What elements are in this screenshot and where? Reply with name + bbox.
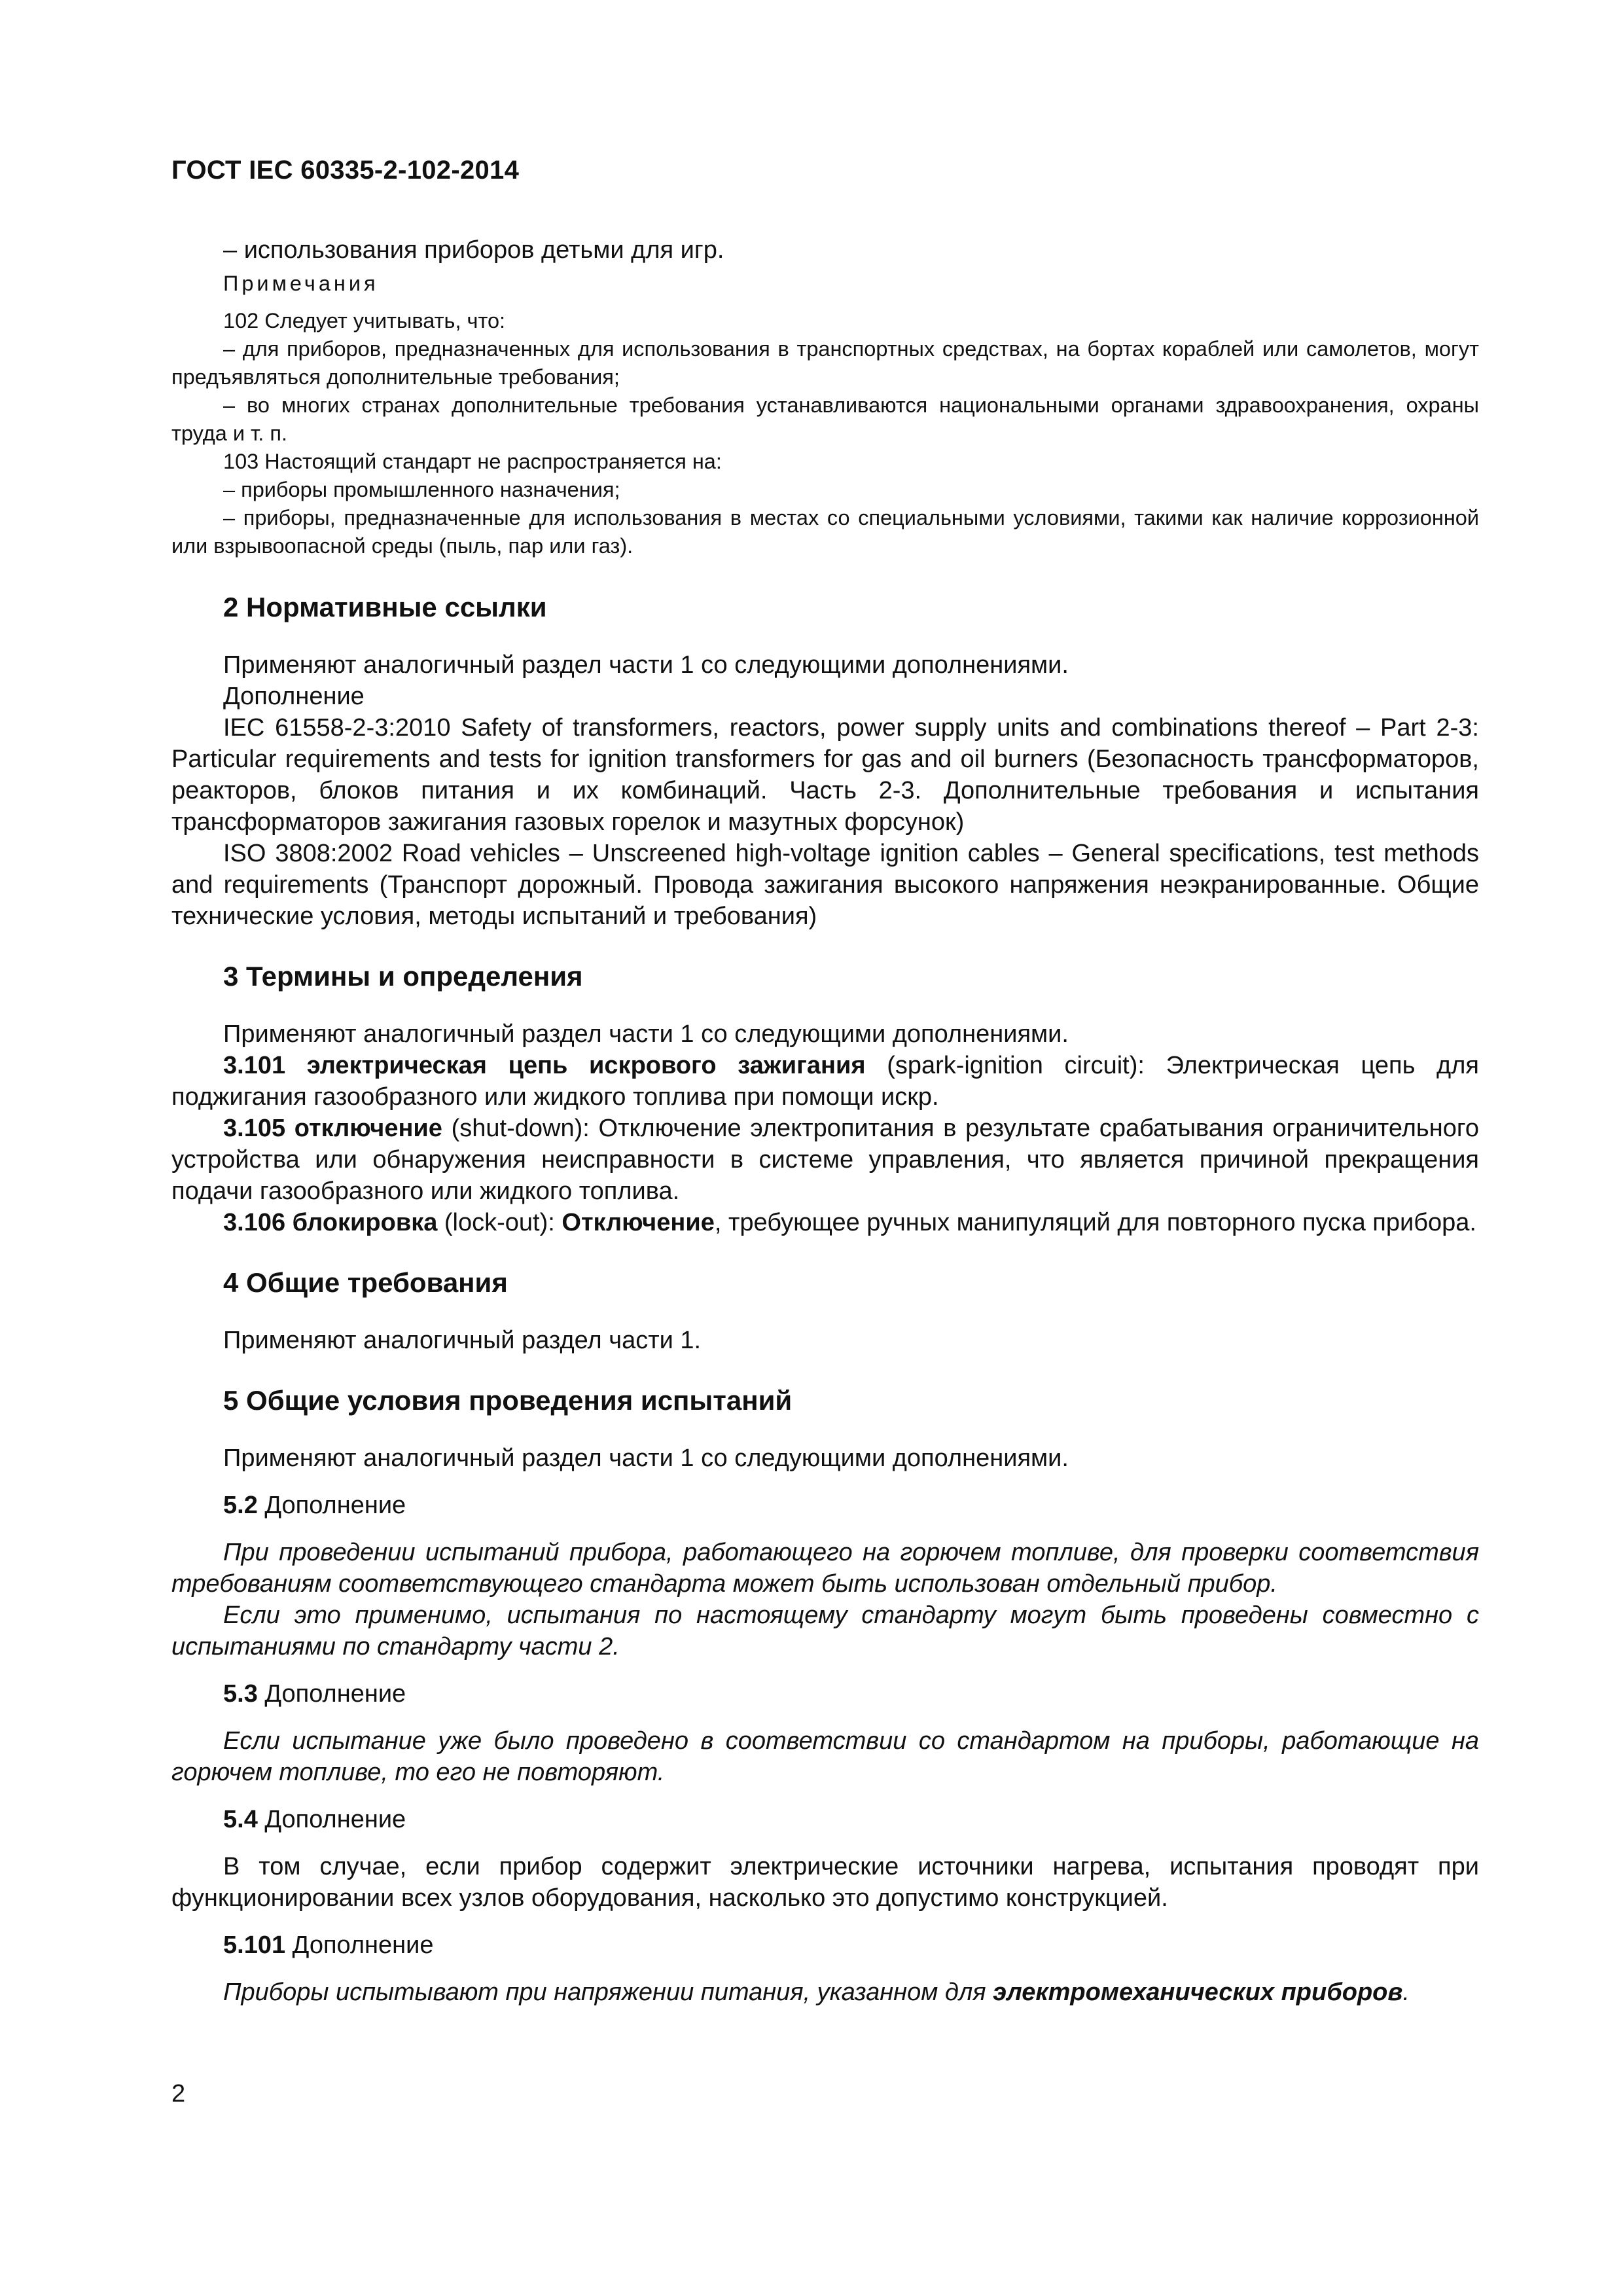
section-5-intro: Применяют аналогичный раздел части 1 со следующими дополнениями. <box>223 1444 1069 1472</box>
clause-5-4-text: В том случае, если прибор содержит электрические источники нагрева, испытания проводят при функционировании всех узлов оборудования, насколько это допустимо конструкцией. <box>171 1853 1479 1912</box>
clause-5-101-label: Дополнение <box>285 1931 434 1959</box>
page-content <box>171 223 1479 2008</box>
section-3-intro: Применяют аналогичный раздел части 1 со следующими дополнениями. <box>223 1020 1069 1048</box>
term-3-106-reference: Отключение <box>562 1209 715 1236</box>
clause-5-2-heading <box>171 1490 1479 1521</box>
clause-5-2-number: 5.2 <box>223 1492 258 1519</box>
clause-5-101-heading <box>171 1929 1479 1961</box>
term-3-101-definition: (spark-ignition circuit): Электрическая цепь для поджигания газообразного или жидкого топлива при помощи искр. <box>171 1052 1479 1111</box>
clause-5-3-label: Дополнение <box>257 1680 406 1708</box>
note-102-head: 102 Следует учитывать, что: <box>223 309 506 332</box>
clause-5-101-text-end: . <box>1402 1979 1410 2006</box>
intro-item: – использования приборов детьми для игр. <box>223 236 724 264</box>
clause-5-3-heading <box>171 1678 1479 1710</box>
note-103-head: 103 Настоящий стандарт не распространяется на: <box>223 450 722 473</box>
clause-5-3-text: Если испытание уже было проведено в соответствии со стандартом на приборы, работающие на горючем топливе, то его не повторяют. <box>171 1727 1479 1786</box>
notes-title: Примечания <box>223 272 379 295</box>
term-3-106 <box>171 1207 1479 1238</box>
term-3-101-name: 3.101 электрическая цепь искрового зажигания <box>223 1052 866 1079</box>
term-3-105 <box>171 1113 1479 1207</box>
section-4-text: Применяют аналогичный раздел части 1. <box>223 1327 702 1354</box>
term-3-105-name: 3.105 отключение <box>223 1115 442 1142</box>
term-3-101 <box>171 1050 1479 1113</box>
clause-5-4-number: 5.4 <box>223 1806 258 1833</box>
term-3-106-name: 3.106 блокировка <box>223 1209 438 1236</box>
section-2-title: 2 Нормативные ссылки <box>223 592 547 622</box>
term-3-106-definition: , требующее ручных манипуляций для повторного пуска прибора. <box>714 1209 1476 1236</box>
section-5-title: 5 Общие условия проведения испытаний <box>223 1385 793 1416</box>
reference-iso-3808: ISO 3808:2002 Road vehicles – Unscreened high-voltage ignition cables – General specifications, test methods and requirements (Транспорт дорожный. Провода зажигания высокого напряжения неэкранированные. Общие технические условия, методы испытаний и требования) <box>171 840 1479 930</box>
note-102-item-a: – для приборов, предназначенных для использования в транспортных средствах, на бортах кораблей или самолетов, могут предъявляться дополнительные требования; <box>171 337 1479 389</box>
term-3-105-definition: (shut-down): Отключение электропитания в результате срабатывания ограничительного устройства или обнаружения неисправности в системе управления, что является причиной прекращения подачи газообразного или жидкого топлива. <box>171 1115 1480 1205</box>
term-3-106-english: (lock-out): <box>437 1209 562 1236</box>
note-103-item-a: – приборы промышленного назначения; <box>223 478 620 501</box>
clause-5-101-number: 5.101 <box>223 1931 286 1959</box>
clause-5-101-term: электромеханических приборов <box>993 1979 1403 2006</box>
note-103-item-b: – приборы, предназначенные для использования в местах со специальными условиями, такими как наличие коррозионной или взрывоопасной среды (пыль, пар или газ). <box>171 506 1479 558</box>
section-4-title: 4 Общие требования <box>223 1267 508 1298</box>
clause-5-2-label: Дополнение <box>257 1492 406 1519</box>
section-2-intro: Применяют аналогичный раздел части 1 со следующими дополнениями. <box>223 651 1069 679</box>
clause-5-4-heading <box>171 1804 1479 1835</box>
clause-5-2-text-2: Если это применимо, испытания по настоящему стандарту могут быть проведены совместно с испытаниями по стандарту части 2. <box>171 1602 1479 1660</box>
section-2-addition-label: Дополнение <box>223 683 365 710</box>
reference-iec-61558: IEC 61558-2-3:2010 Safety of transformers, reactors, power supply units and combinations thereof – Part 2-3: Particular requirements and tests for ignition transformers for gas and oil burners (Безопасность трансформаторов, реакторов, блоков питания и их комбинаций. Часть 2-3. Дополнительные требования и испытания трансформаторов зажигания газовых горелок и мазутных форсунок) <box>171 714 1479 836</box>
note-102-item-b: – во многих странах дополнительные требования устанавливаются национальными органами здравоохранения, охраны труда и т. п. <box>171 393 1479 445</box>
section-3-title: 3 Термины и определения <box>223 961 583 992</box>
clause-5-4-label: Дополнение <box>257 1806 406 1833</box>
clause-5-101-text <box>171 1977 1479 2008</box>
document-header: ГОСТ IEC 60335-2-102-2014 <box>171 156 520 185</box>
clause-5-101-text-start: Приборы испытывают при напряжении питания, указанном для <box>223 1979 993 2006</box>
clause-5-3-number: 5.3 <box>223 1680 258 1708</box>
page-number: 2 <box>171 2080 186 2108</box>
clause-5-2-text-1: При проведении испытаний прибора, работающего на горючем топливе, для проверки соответствия требованиям соответствующего стандарта может быть использован отдельный прибор. <box>171 1539 1479 1598</box>
